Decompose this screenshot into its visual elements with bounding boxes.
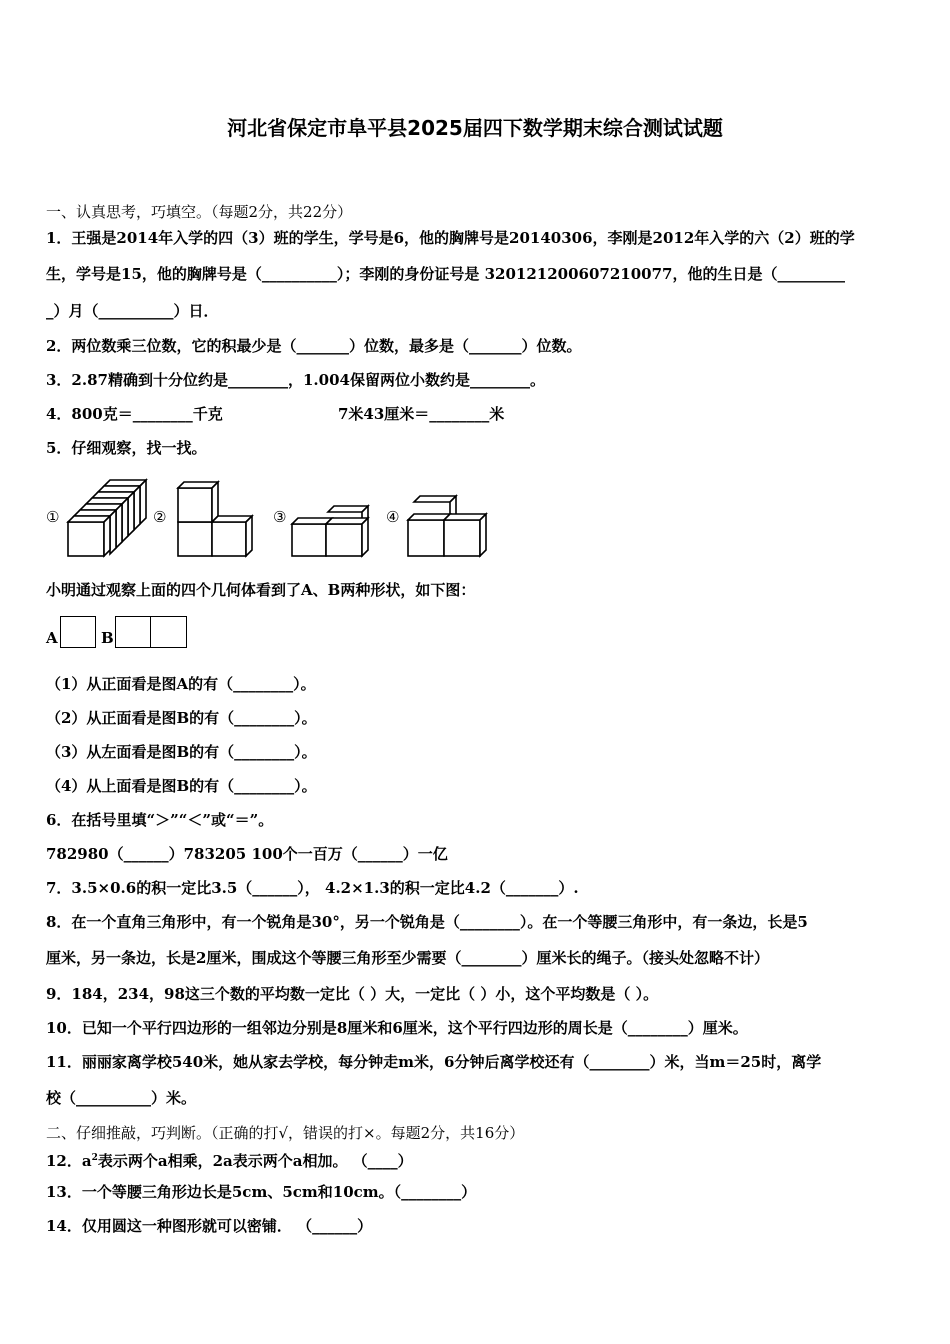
shape-a-square	[60, 616, 96, 648]
figure-label-2: ②	[153, 508, 167, 526]
figure-label-4: ④	[386, 508, 400, 526]
question-13: 13．一个等腰三角形边长是5cm、5cm和10cm。（________）	[46, 1183, 477, 1201]
question-11-line-2: 校（__________）米。	[46, 1089, 197, 1107]
figure-label-1: ①	[46, 508, 60, 526]
question-12-exponent: 2	[91, 1153, 98, 1163]
question-2: 2．两位数乘三位数，它的积最少是（_______）位数，最多是（_______）位数。	[46, 337, 582, 355]
question-11-line-1: 11．丽丽家离学校540米，她从家去学校，每分钟走m米，6分钟后离学校还有（________）米，当m＝25时，离学	[46, 1053, 822, 1071]
cube-figure-1	[68, 480, 146, 556]
question-5-sub-1: （1）从正面看是图A的有（________）。	[46, 675, 316, 693]
question-5-sub-4: （4）从上面看是图B的有（________）。	[46, 777, 317, 795]
question-12-text: 表示两个a相乘，2a表示两个a相加。 （____）	[97, 1152, 413, 1170]
question-9: 9．184，234，98这三个数的平均数一定比（ ）大，一定比（ ）小，这个平均数是（ ）。	[46, 985, 659, 1003]
question-5-intro: 小明通过观察上面的四个几何体看到了A、B两种形状，如下图：	[46, 581, 476, 599]
cube-figures	[44, 474, 504, 564]
question-12-prefix: 12．a	[46, 1152, 92, 1170]
section-1-heading: 一、认真思考，巧填空。（每题2分，共22分）	[46, 203, 353, 221]
shape-b-label: B	[101, 629, 114, 647]
question-12	[46, 1148, 413, 1171]
cube-figure-2	[178, 482, 252, 556]
figure-label-3: ③	[273, 508, 287, 526]
question-4-part-1: 4．800克＝________千克	[46, 405, 223, 423]
question-8-line-1: 8．在一个直角三角形中，有一个锐角是30°，另一个锐角是（________）。在一个等腰三角形中，有一条边，长是5	[46, 913, 808, 931]
question-1-line-2: 生，学号是15，他的胸牌号是（__________）；李刚的身份证号是 320121200607210077，他的生日是（_________	[46, 265, 845, 283]
question-6: 6．在括号里填“＞”“＜”或“＝”。	[46, 811, 274, 829]
cube-figure-4	[408, 496, 486, 556]
cube-figure-3	[292, 506, 368, 556]
question-3: 3．2.87精确到十分位约是________，1.004保留两位小数约是________。	[46, 371, 545, 389]
question-14: 14．仅用圆这一种图形就可以密铺． （______）	[46, 1217, 373, 1235]
question-6-items: 782980（______）783205 100个一百万（______）一亿	[46, 845, 448, 863]
question-7: 7．3.5×0.6的积一定比3.5（______）， 4.2×1.3的积一定比4.2（_______）.	[46, 879, 579, 897]
shape-b-square-1	[115, 616, 151, 648]
question-4-part-2: 7米43厘米＝________米	[338, 405, 505, 423]
question-8-line-2: 厘米，另一条边，长是2厘米，围成这个等腰三角形至少需要（________）厘米长的绳子。（接头处忽略不计）	[46, 949, 769, 967]
section-2-heading: 二、仔细推敲，巧判断。（正确的打√，错误的打×。每题2分，共16分）	[46, 1124, 525, 1142]
shape-b-square-2	[150, 616, 187, 648]
question-5: 5．仔细观察，找一找。	[46, 439, 207, 457]
question-5-sub-2: （2）从正面看是图B的有（________）。	[46, 709, 317, 727]
question-5-sub-3: （3）从左面看是图B的有（________）。	[46, 743, 317, 761]
shape-a-label: A	[46, 629, 58, 647]
question-10: 10．已知一个平行四边形的一组邻边分别是8厘米和6厘米，这个平行四边形的周长是（________）厘米。	[46, 1019, 748, 1037]
question-1-line-1: 1．王强是2014年入学的四（3）班的学生，学号是6，他的胸牌号是20140306，李刚是2012年入学的六（2）班的学	[46, 229, 855, 247]
page-title: 河北省保定市阜平县2025届四下数学期末综合测试试题	[227, 116, 723, 140]
question-1-line-3: _）月（__________）日．	[46, 302, 219, 320]
